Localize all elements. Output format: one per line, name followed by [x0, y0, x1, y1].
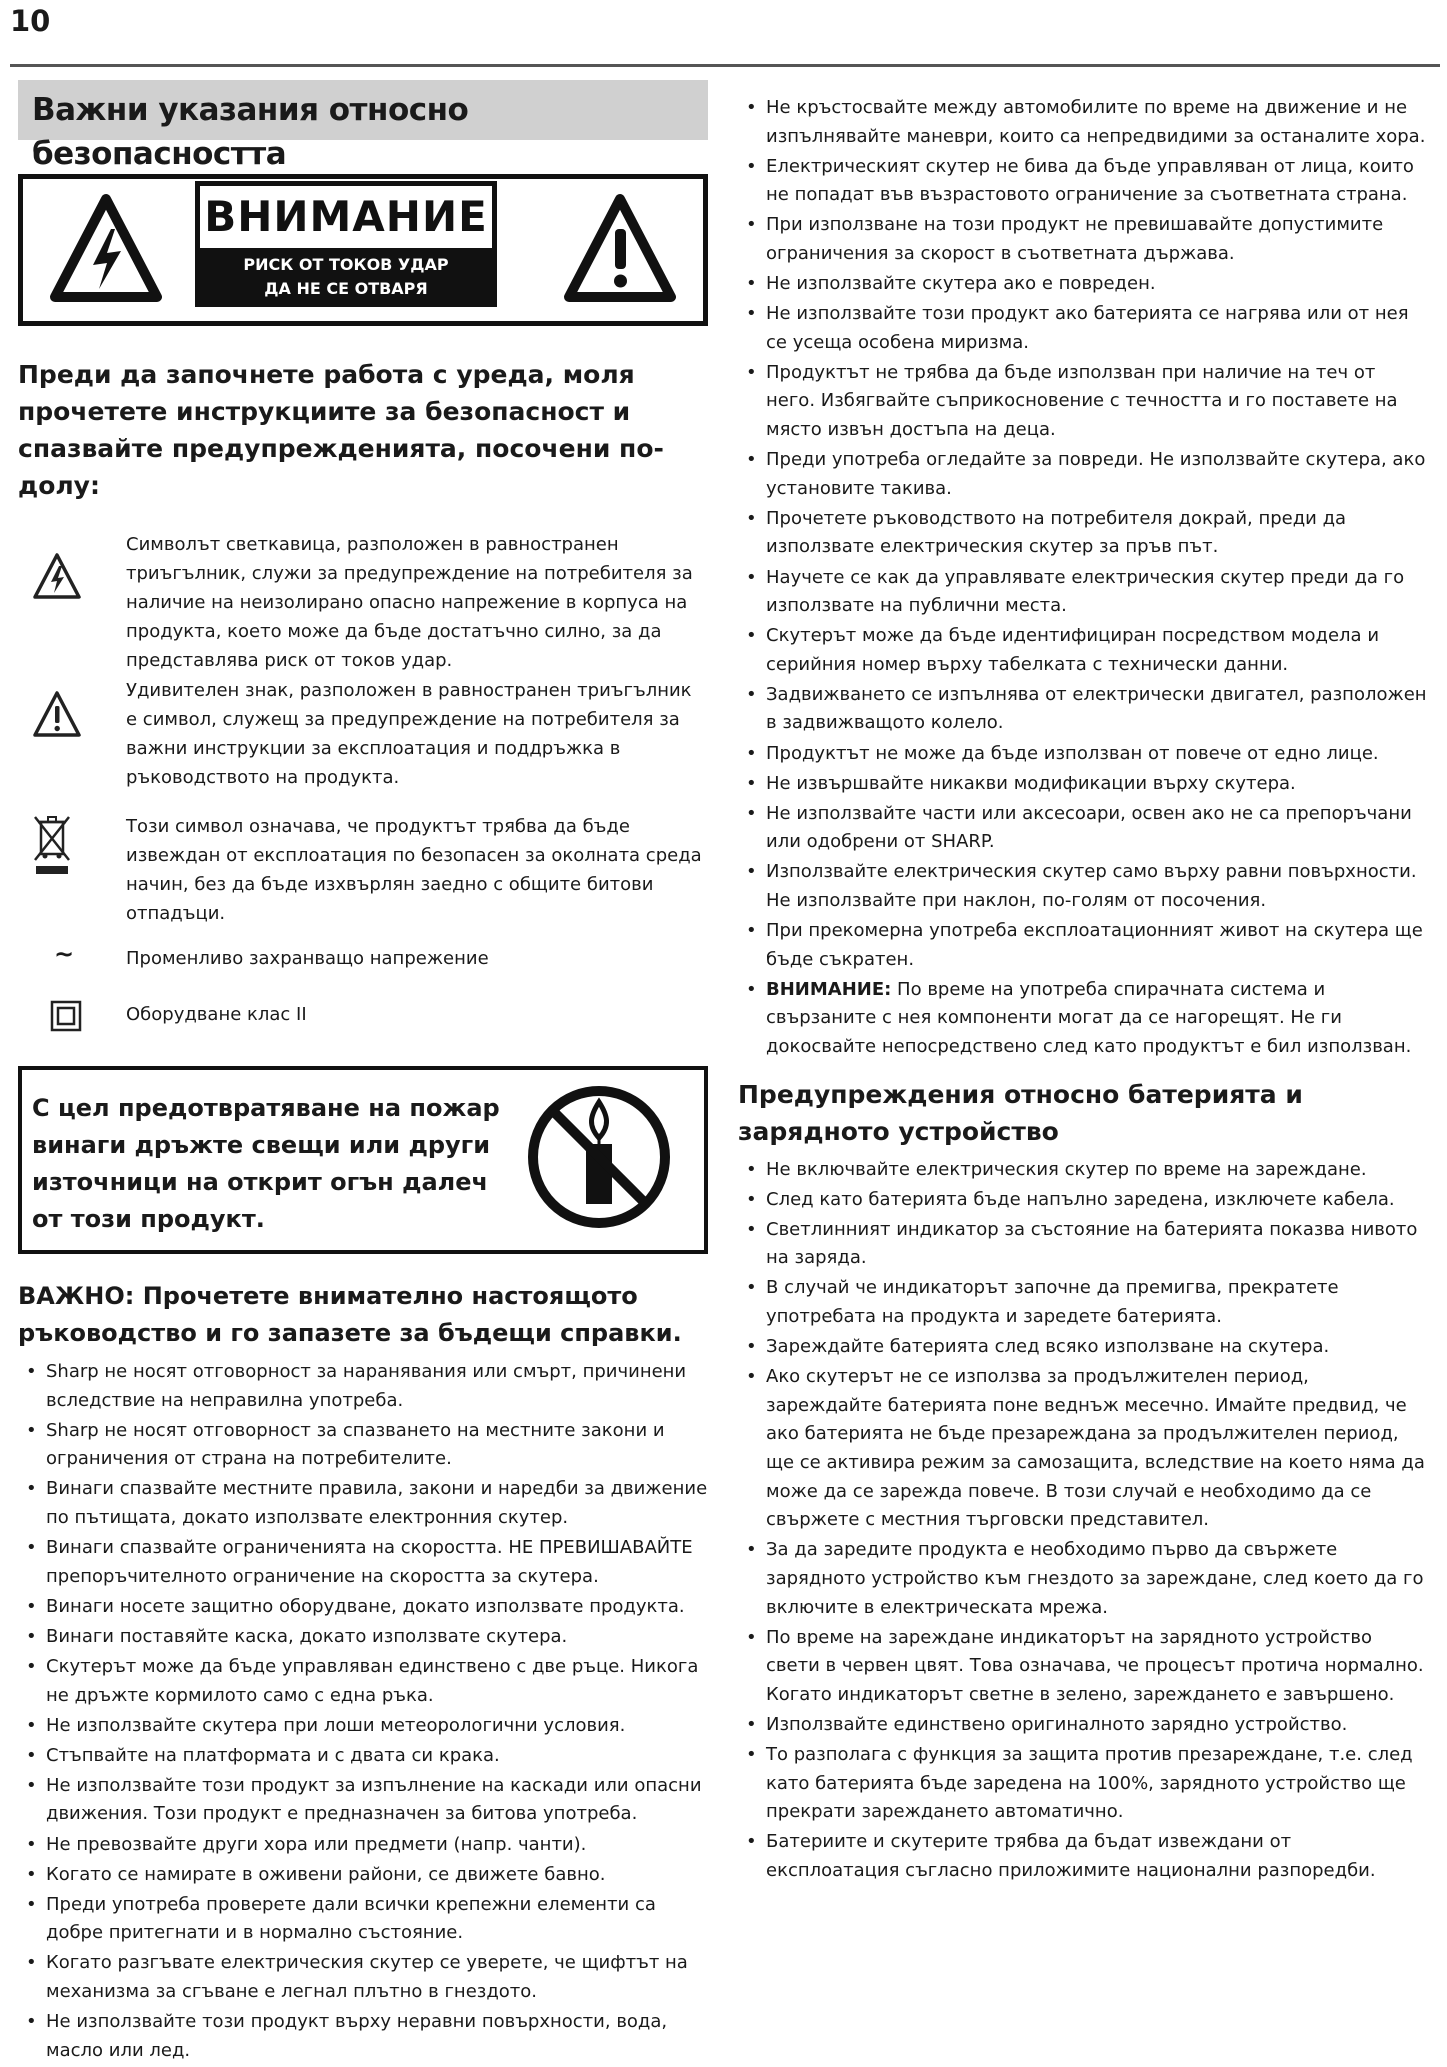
warning-line-2: ДА НЕ СЕ ОТВАРЯ: [264, 279, 428, 298]
no-open-flame-icon: [524, 1082, 674, 1232]
list-item: • Светлинният индикатор за състояние на батерията показва нивото на заряда.: [738, 1216, 1428, 1273]
list-item: • Не използвайте този продукт за изпълнение на каскади или опасни движения. Този продукт е предназначен за битова употреба.: [18, 1772, 708, 1829]
tilde-icon: ~: [54, 940, 75, 968]
list-item: • Когато разгъвате електрическия скутер се уверете, че щифтът на механизма за сгъване е легнал плътно в гнездото.: [18, 1949, 708, 2006]
list-item: • Използвайте електрическия скутер само върху равни повърхности. Не използвайте при наклон, по-голям от посочения.: [738, 858, 1428, 915]
list-item: • Когато се намирате в оживени райони, се движете бавно.: [18, 1861, 708, 1890]
list-item: • Не използвайте този продукт ако батерията се нагрява или от нея се усеща особена миризма.: [738, 300, 1428, 357]
right-column: [738, 94, 1428, 1887]
list-item: • Не извършвайте никакви модификации върху скутера.: [738, 770, 1428, 799]
list-item: • Не използвайте части или аксесоари, освен ако не са препоръчани или одобрени от SHARP.: [738, 800, 1428, 857]
list-item: • В случай че индикаторът започне да премигва, прекратете употребата на продукта и заредете батерията.: [738, 1274, 1428, 1331]
symbol-text-ac: Променливо захранващо напрежение: [126, 948, 489, 969]
list-item: • Задвижването се изпълнява от електрически двигател, разположен в задвижващото колело.: [738, 681, 1428, 738]
candle-warning-text: С цел предотвратяване на пожар винаги дръжте свещи или други източници на открит огън далеч от този продукт.: [32, 1094, 500, 1233]
battery-title: Предупреждения относно батерията и зарядното устройство: [738, 1079, 1303, 1146]
caution-text: По време на употреба спирачната система и свързаните с нея компоненти могат да се нагорещят. Не ги докосвайте непосредствено след като продуктът е бил използван.: [766, 978, 1412, 1057]
list-item: • Скутерът може да бъде идентифициран посредством модела и серийния номер върху табелката с технически данни.: [738, 622, 1428, 679]
symbol-text-exclamation: Удивителен знак, разположен в равностранен триъгълник е символ, служещ за предупреждение на потребителя за важни инструкции за експлоатация и поддръжка в ръководството на продукта.: [126, 680, 692, 788]
section-title: Важни указания относно безопасността: [18, 80, 708, 140]
symbol-row-class-ii: [18, 1000, 708, 1040]
candle-warning-box: [18, 1066, 708, 1254]
list-item: • Sharp не носят отговорност за наранявания или смърт, причинени вследствие на неправилна употреба.: [18, 1358, 708, 1415]
warning-line-1: РИСК ОТ ТОКОВ УДАР: [243, 255, 449, 274]
top-rule: [10, 64, 1440, 67]
crossed-bin-icon: [32, 814, 72, 876]
list-item: • Не включвайте електрическия скутер по време на зареждане.: [738, 1156, 1428, 1185]
caution-list: [738, 976, 1428, 1062]
caution-item: [738, 976, 1428, 1062]
caution-label: ВНИМАНИЕ:: [766, 978, 892, 1000]
symbol-text-lightning: Символът светкавица, разположен в равностранен триъгълник, служи за предупреждение на потребителя за наличие на неизолирано опасно напрежение в корпуса на продукта, което може да бъде достатъчно силно, за да представлява риск от токов удар.: [126, 534, 693, 671]
list-item: • След като батерията бъде напълно заредена, изключете кабела.: [738, 1186, 1428, 1215]
list-item: • При използване на този продукт не превишавайте допустимите ограничения за скорост в съответната държава.: [738, 211, 1428, 268]
list-item: • Не използвайте скутера при лоши метеорологични условия.: [18, 1712, 708, 1741]
list-item: • Електрическият скутер не бива да бъде управляван от лица, които не попадат във възрастовото ограничение за съответната страна.: [738, 153, 1428, 210]
list-item: • Не кръстосвайте между автомобилите по време на движение и не изпълнявайте маневри, които са непредвидими за останалите хора.: [738, 94, 1428, 151]
list-item: • Sharp не носят отговорност за спазването на местните закони и ограничения от страна на потребителите.: [18, 1417, 708, 1474]
list-item: • За да заредите продукта е необходимо първо да свържете зарядното устройство към гнездото за зареждане, след което да го включите в електрическата мрежа.: [738, 1536, 1428, 1622]
lightning-triangle-icon: [32, 552, 82, 600]
list-item: • Продуктът не може да бъде използван от повече от едно лице.: [738, 740, 1428, 769]
symbol-text-class-ii: Оборудване клас II: [126, 1004, 307, 1025]
symbol-row-exclamation: [18, 676, 708, 796]
list-item: • Не използвайте този продукт върху неравни повърхности, вода, масло или лед.: [18, 2008, 708, 2065]
list-item: • Зареждайте батерията след всяко използване на скутера.: [738, 1333, 1428, 1362]
list-item: • Преди употреба проверете дали всички крепежни елементи са добре притегнати и в нормално състояние.: [18, 1891, 708, 1948]
left-bullet-list: [18, 1358, 708, 2065]
list-item: • Стъпвайте на платформата и с двата си крака.: [18, 1742, 708, 1771]
list-item: • Скутерът може да бъде управляван единствено с две ръце. Никога не дръжте кормилото само с една ръка.: [18, 1653, 708, 1710]
list-item: • То разполага с функция за защита против презареждане, т.е. след като батерията бъде заредена на 100%, зарядното устройство ще прекрати зареждането автоматично.: [738, 1741, 1428, 1827]
class-ii-icon: [50, 1000, 82, 1032]
list-item: • При прекомерна употреба експлоатационният живот на скутера ще бъде съкратен.: [738, 917, 1428, 974]
warning-center-box: [195, 181, 497, 307]
warning-title: ВНИМАНИЕ: [200, 186, 492, 248]
exclamation-triangle-icon: [563, 193, 677, 305]
list-item: • Не превозвайте други хора или предмети (напр. чанти).: [18, 1831, 708, 1860]
exclamation-triangle-icon: [32, 690, 82, 738]
list-item: • Винаги спазвайте ограниченията на скоростта. НЕ ПРЕВИШАВАЙТЕ препоръчителното ограничение на скоростта за скутера.: [18, 1534, 708, 1591]
page-number: 10: [10, 4, 51, 38]
list-item: • Винаги носете защитно оборудване, докато използвате продукта.: [18, 1593, 708, 1622]
left-column: [18, 80, 708, 2067]
list-item: • Научете се как да управлявате електрическия скутер преди да го използвате на публични места.: [738, 564, 1428, 621]
list-item: • Ако скутерът не се използва за продължителен период, зареждайте батерията поне веднъж месечно. Имайте предвид, че ако батерията не бъде презареждана за продължителен период, ще се активира режим за самозащита, вследствие на което няма да може да се зарежда повече. В този случай е необходимо да се свържете с местния търговски представител.: [738, 1363, 1428, 1535]
battery-bullet-list: [738, 1156, 1428, 1886]
list-item: • Не използвайте скутера ако е повреден.: [738, 270, 1428, 299]
intro-text: Преди да започнете работа с уреда, моля прочетете инструкциите за безопасност и спазвайте предупрежденията, посочени по-долу:: [18, 360, 664, 500]
symbol-row-lightning: [18, 530, 708, 671]
list-item: • Прочетете ръководството на потребителя докрай, преди да използвате електрическия скутер за пръв път.: [738, 505, 1428, 562]
list-item: • По време на зареждане индикаторът на зарядното устройство свети в червен цвят. Това означава, че процесът протича нормално. Когато индикаторът светне в зелено, зареждането е завършено.: [738, 1624, 1428, 1710]
list-item: • Батериите и скутерите трябва да бъдат извеждани от експлоатация съгласно приложимите национални разпоредби.: [738, 1828, 1428, 1885]
symbol-row-weee: [18, 812, 708, 928]
symbol-row-ac: [18, 940, 708, 984]
list-item: • Винаги спазвайте местните правила, закони и наредби за движение по пътищата, докато използвате електронния скутер.: [18, 1475, 708, 1532]
list-item: • Продуктът не трябва да бъде използван при наличие на теч от него. Избягвайте съприкосновение с течността и го поставете на място извън достъпа на деца.: [738, 359, 1428, 445]
lightning-triangle-icon: [49, 193, 163, 305]
important-title: ВАЖНО: Прочетете внимателно настоящото ръководство и го запазете за бъдещи справки.: [18, 1282, 682, 1347]
warning-banner: [18, 174, 708, 326]
right-bullet-list: [738, 94, 1428, 974]
list-item: • Преди употреба огледайте за повреди. Не използвайте скутера, ако установите такива.: [738, 446, 1428, 503]
list-item: • Винаги поставяйте каска, докато използвате скутера.: [18, 1623, 708, 1652]
list-item: • Използвайте единствено оригиналното зарядно устройство.: [738, 1711, 1428, 1740]
symbol-text-weee: Този символ означава, че продуктът трябва да бъде извеждан от експлоатация по безопасен за околната среда начин, без да бъде изхвърлян заедно с общите битови отпадъци.: [126, 816, 702, 924]
